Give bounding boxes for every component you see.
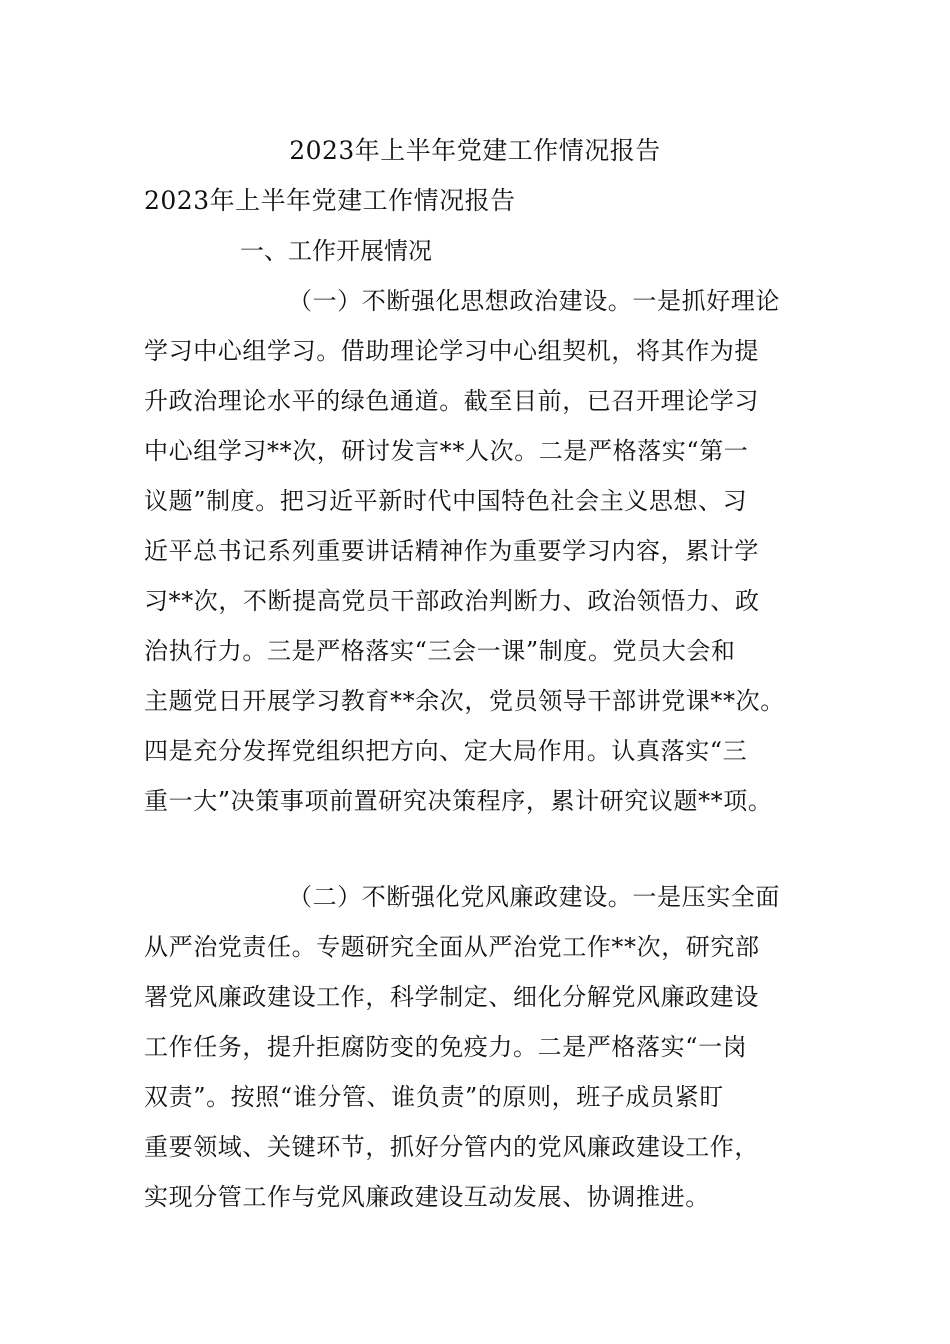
paragraph-1-line: 四是充分发挥党组织把方向、定大局作用。认真落实“三	[144, 737, 748, 765]
paragraph-1-line: 主题党日开展学习教育**余次，党员领导干部讲党课**次。	[144, 687, 785, 715]
document-subtitle: 2023年上半年党建工作情况报告	[144, 186, 516, 215]
paragraph-1-line: 议题”制度。把习近平新时代中国特色社会主义思想、习	[144, 487, 748, 515]
paragraph-1-line: 治执行力。三是严格落实“三会一课”制度。党员大会和	[144, 637, 736, 665]
paragraph-2-line: 重要领域、关键环节，抓好分管内的党风廉政建设工作，	[144, 1133, 759, 1161]
paragraph-1-line: 重一大”决策事项前置研究决策程序，累计研究议题**项。	[144, 787, 773, 815]
paragraph-2-line: 工作任务，提升拒腐防变的免疫力。二是严格落实“一岗	[144, 1033, 748, 1061]
paragraph-2-line: 从严治党责任。专题研究全面从严治党工作**次，研究部	[144, 933, 760, 961]
paragraph-2-line: 实现分管工作与党风廉政建设互动发展、协调推进。	[144, 1183, 710, 1211]
paragraph-1-line: （一）不断强化思想政治建设。一是抓好理论	[288, 287, 780, 315]
paragraph-1-line: 近平总书记系列重要讲话精神作为重要学习内容，累计学	[144, 537, 759, 565]
paragraph-2-line: （二）不断强化党风廉政建设。一是压实全面	[288, 883, 780, 911]
paragraph-1-line: 升政治理论水平的绿色通道。截至目前，已召开理论学习	[144, 387, 759, 415]
paragraph-1-line: 中心组学习**次，研讨发言**人次。二是严格落实“第一	[144, 437, 749, 465]
section-heading: 一、工作开展情况	[240, 237, 432, 265]
paragraph-1-line: 习**次，不断提高党员干部政治判断力、政治领悟力、政	[144, 587, 760, 615]
document-title: 2023年上半年党建工作情况报告	[289, 136, 661, 165]
paragraph-1-line: 学习中心组学习。借助理论学习中心组契机，将其作为提	[144, 337, 759, 365]
paragraph-2-line: 署党风廉政建设工作，科学制定、细化分解党风廉政建设	[144, 983, 759, 1011]
paragraph-2-line: 双责”。按照“谁分管、谁负责”的原则，班子成员紧盯	[144, 1083, 724, 1111]
